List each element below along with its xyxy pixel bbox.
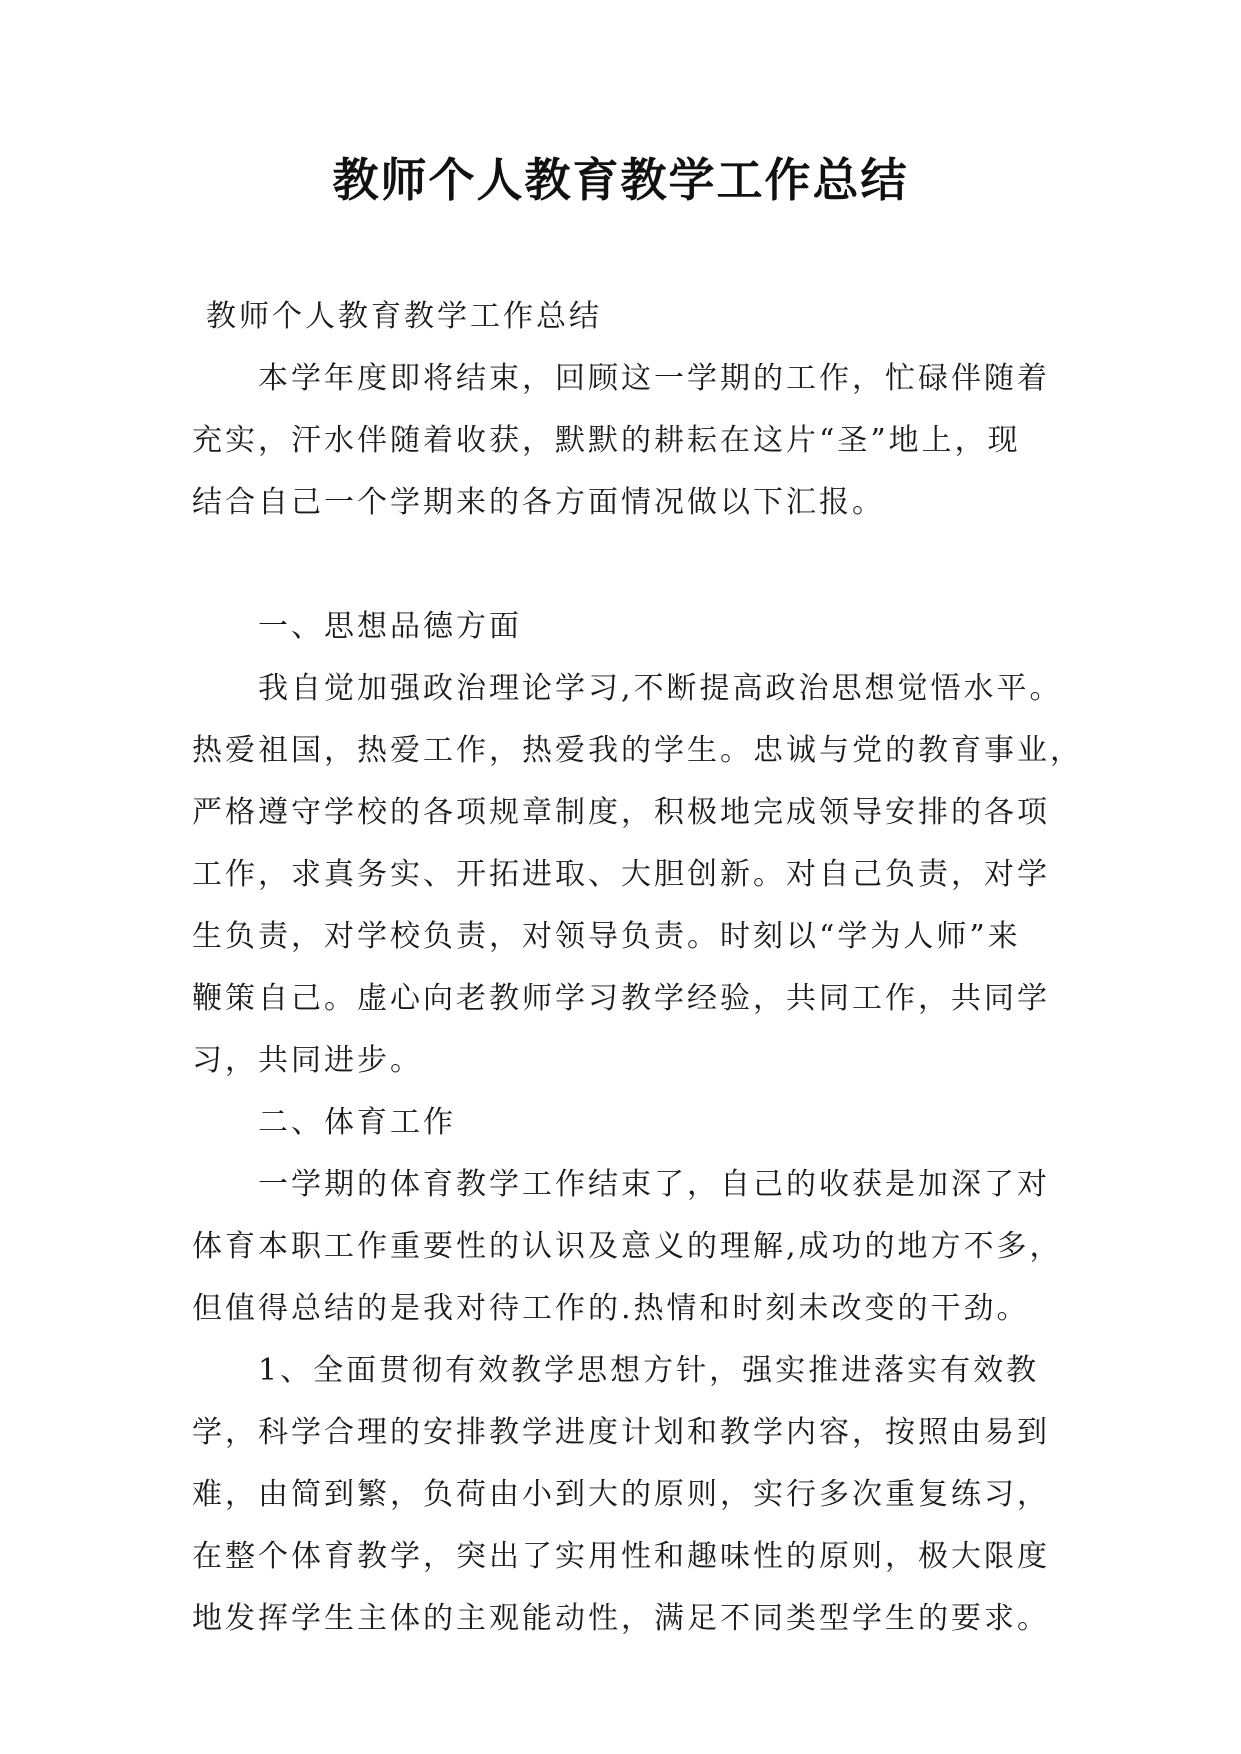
paragraph-line: 一学期的体育教学工作结束了，自己的收获是加深了对 [258, 1167, 1050, 1202]
paragraph-line: 习，共同进步。 [192, 1043, 423, 1078]
paragraph-line: 难，由简到繁，负荷由小到大的原则，实行多次重复练习， [192, 1477, 1050, 1512]
paragraph-line: 充实，汗水伴随着收获，默默的耕耘在这片“圣”地上，现 [192, 423, 1021, 458]
paragraph-line: 鞭策自己。虚心向老教师学习教学经验，共同工作，共同学 [192, 981, 1050, 1016]
paragraph-line: 但值得总结的是我对待工作的.热情和时刻未改变的干劲。 [192, 1291, 1030, 1326]
paragraph-line: 严格遵守学校的各项规章制度，积极地完成领导安排的各项 [192, 795, 1050, 830]
paragraph-line: 我自觉加强政治理论学习,不断提高政治思想觉悟水平。 [258, 671, 1063, 706]
section-heading: 二、体育工作 [258, 1105, 456, 1140]
document-title: 教师个人教育教学工作总结 [332, 153, 909, 207]
paragraph-line: 在整个体育教学，突出了实用性和趣味性的原则，极大限度 [192, 1539, 1050, 1574]
paragraph-line: 地发挥学生主体的主观能动性，满足不同类型学生的要求。 [192, 1601, 1050, 1636]
paragraph-line: 1、全面贯彻有效教学思想方针，强实推进落实有效教 [258, 1353, 1040, 1388]
document-body [192, 286, 1083, 1650]
subtitle-line: 教师个人教育教学工作总结 [206, 299, 602, 334]
paragraph-line: 工作，求真务实、开拓进取、大胆创新。对自己负责，对学 [192, 857, 1050, 892]
paragraph-line: 体育本职工作重要性的认识及意义的理解,成功的地方不多， [192, 1229, 1063, 1264]
paragraph-line: 热爱祖国，热爱工作，热爱我的学生。忠诚与党的教育事业， [192, 733, 1083, 768]
paragraph-line: 结合自己一个学期来的各方面情况做以下汇报。 [192, 485, 885, 520]
blank-line [192, 534, 1072, 596]
paragraph-line: 学，科学合理的安排教学进度计划和教学内容，按照由易到 [192, 1415, 1050, 1450]
paragraph-line: 生负责，对学校负责，对领导负责。时刻以“学为人师”来 [192, 919, 1021, 954]
section-heading: 一、思想品德方面 [258, 609, 522, 644]
paragraph-line: 本学年度即将结束，回顾这一学期的工作，忙碌伴随着 [258, 361, 1050, 396]
